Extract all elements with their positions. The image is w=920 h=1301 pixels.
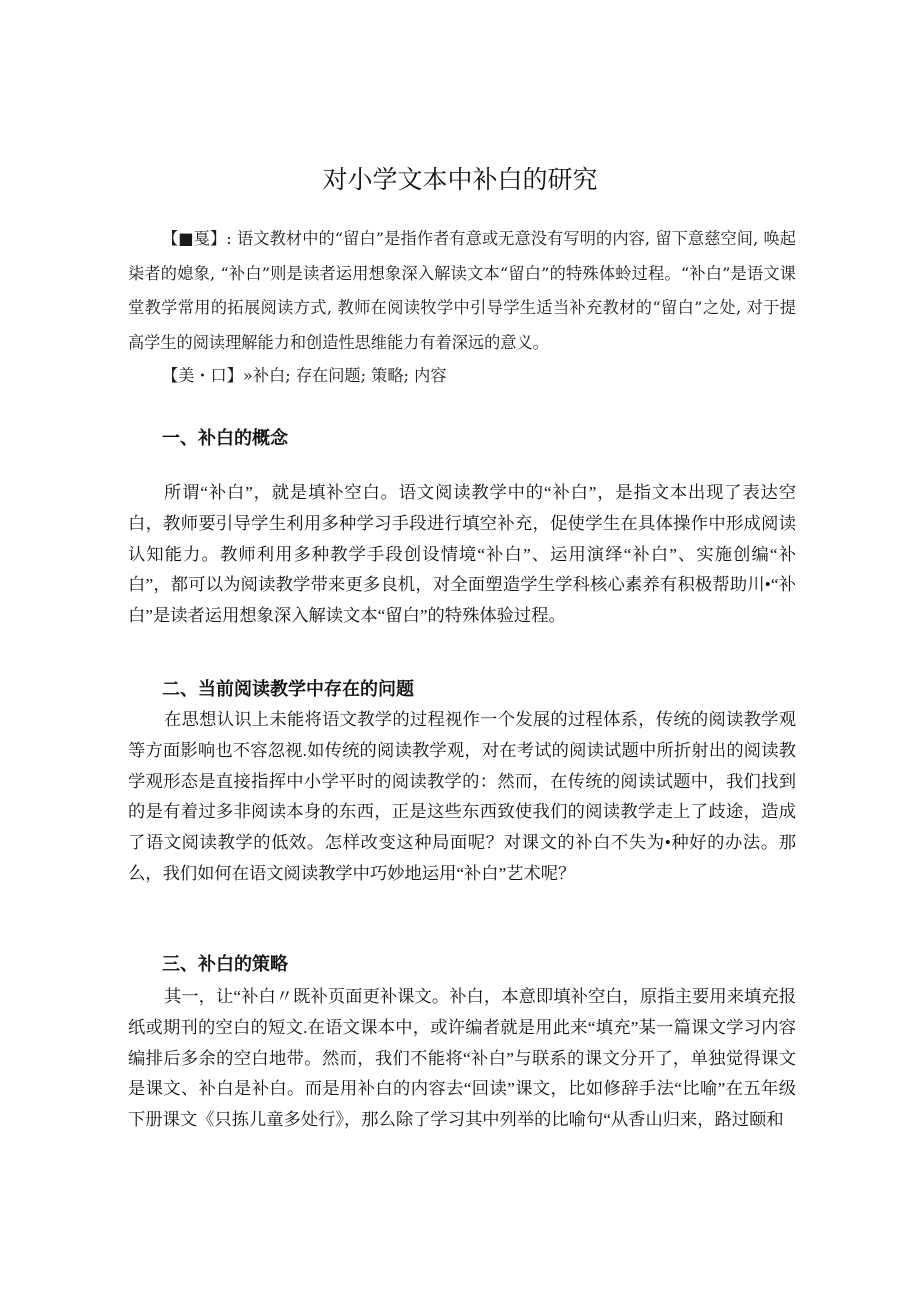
abstract-paragraph: 【■戛】: 语文教材中的“留白”是指作者有意或无意没有写明的内容, 留下意慈空间, 唤起柒者的媳象, “补白”则是读者运用想象深入解读文本“留白”的特殊体蛉过程。“补白”是语文课堂教学常用的拓展阅读方式, 教师在阅读牧学中引导学生适当补充教材的“留白”之处, 对于提高学生的阅读理解能力和创造性思维能力有着深远的意义。 xyxy=(128,229,796,352)
keywords-line: 【美・口】»补白; 存在问题; 策略; 内容 xyxy=(162,366,447,385)
section-paragraph-problems: 在思想认识上未能将语文教学的过程视作一个发展的过程体系，传统的阅读教学观等方面影响也不容忽视.如传统的阅读教学观，对在考试的阅读试题中所折射出的阅读教学观形态是直接指挥中小学平时的阅读教学的：然而，在传统的阅读试题中，我们找到的是有着过多非阅读本身的东西，正是这些东西致使我们的阅读教学走上了歧途，造成了语文阅读教学的低效。怎样改变这种局面呢？对课文的补白不失为•种好的办法。那么，我们如何在语文阅读教学中巧妙地运用“补白”艺术呢？ xyxy=(128,710,796,883)
section-paragraph-concept: 所谓“补白”，就是填补空白。语文阅读教学中的“补白”，是指文本出现了表达空白，教师要引导学生利用多种学习手段进行填空补充，促使学生在具体操作中形成阅读认知能力。教师利用多种教学手段创设情境“补白”、运用演绎“补白”、实施创编“补白”，都可以为阅读教学带来更多良机，对全面塑造学生学科核心素养有积极帮助川•“补白”是读者运用想象深入解读文本“留白”的特殊体验过程。 xyxy=(128,483,796,626)
section-heading-concept: 一、补白的概念 xyxy=(162,428,288,449)
section-paragraph-strategies: 其一，让“补白〃既补页面更补课文。补白，本意即填补空白，原指主要用来填充报纸或期刊的空白的短文.在语文课本中，或许编者就是用此来“填充”某一篇课文学习内容编排后多余的空白地带。然而，我们不能将“补白”与联系的课文分开了，单独觉得课文是课文、补白是补白。而是用补白的内容去“回读”课文，比如修辞手法“比喻”在五年级下册课文《只拣儿童多处行》，那么除了学习其中列举的比喻句“从香山归来，路过颐和 xyxy=(128,987,796,1130)
page-title: 对小学文本中补白的研究 xyxy=(322,165,598,194)
section-heading-problems: 二、当前阅读教学中存在的问题 xyxy=(162,679,414,700)
section-heading-strategies: 三、补白的策略 xyxy=(162,954,288,975)
